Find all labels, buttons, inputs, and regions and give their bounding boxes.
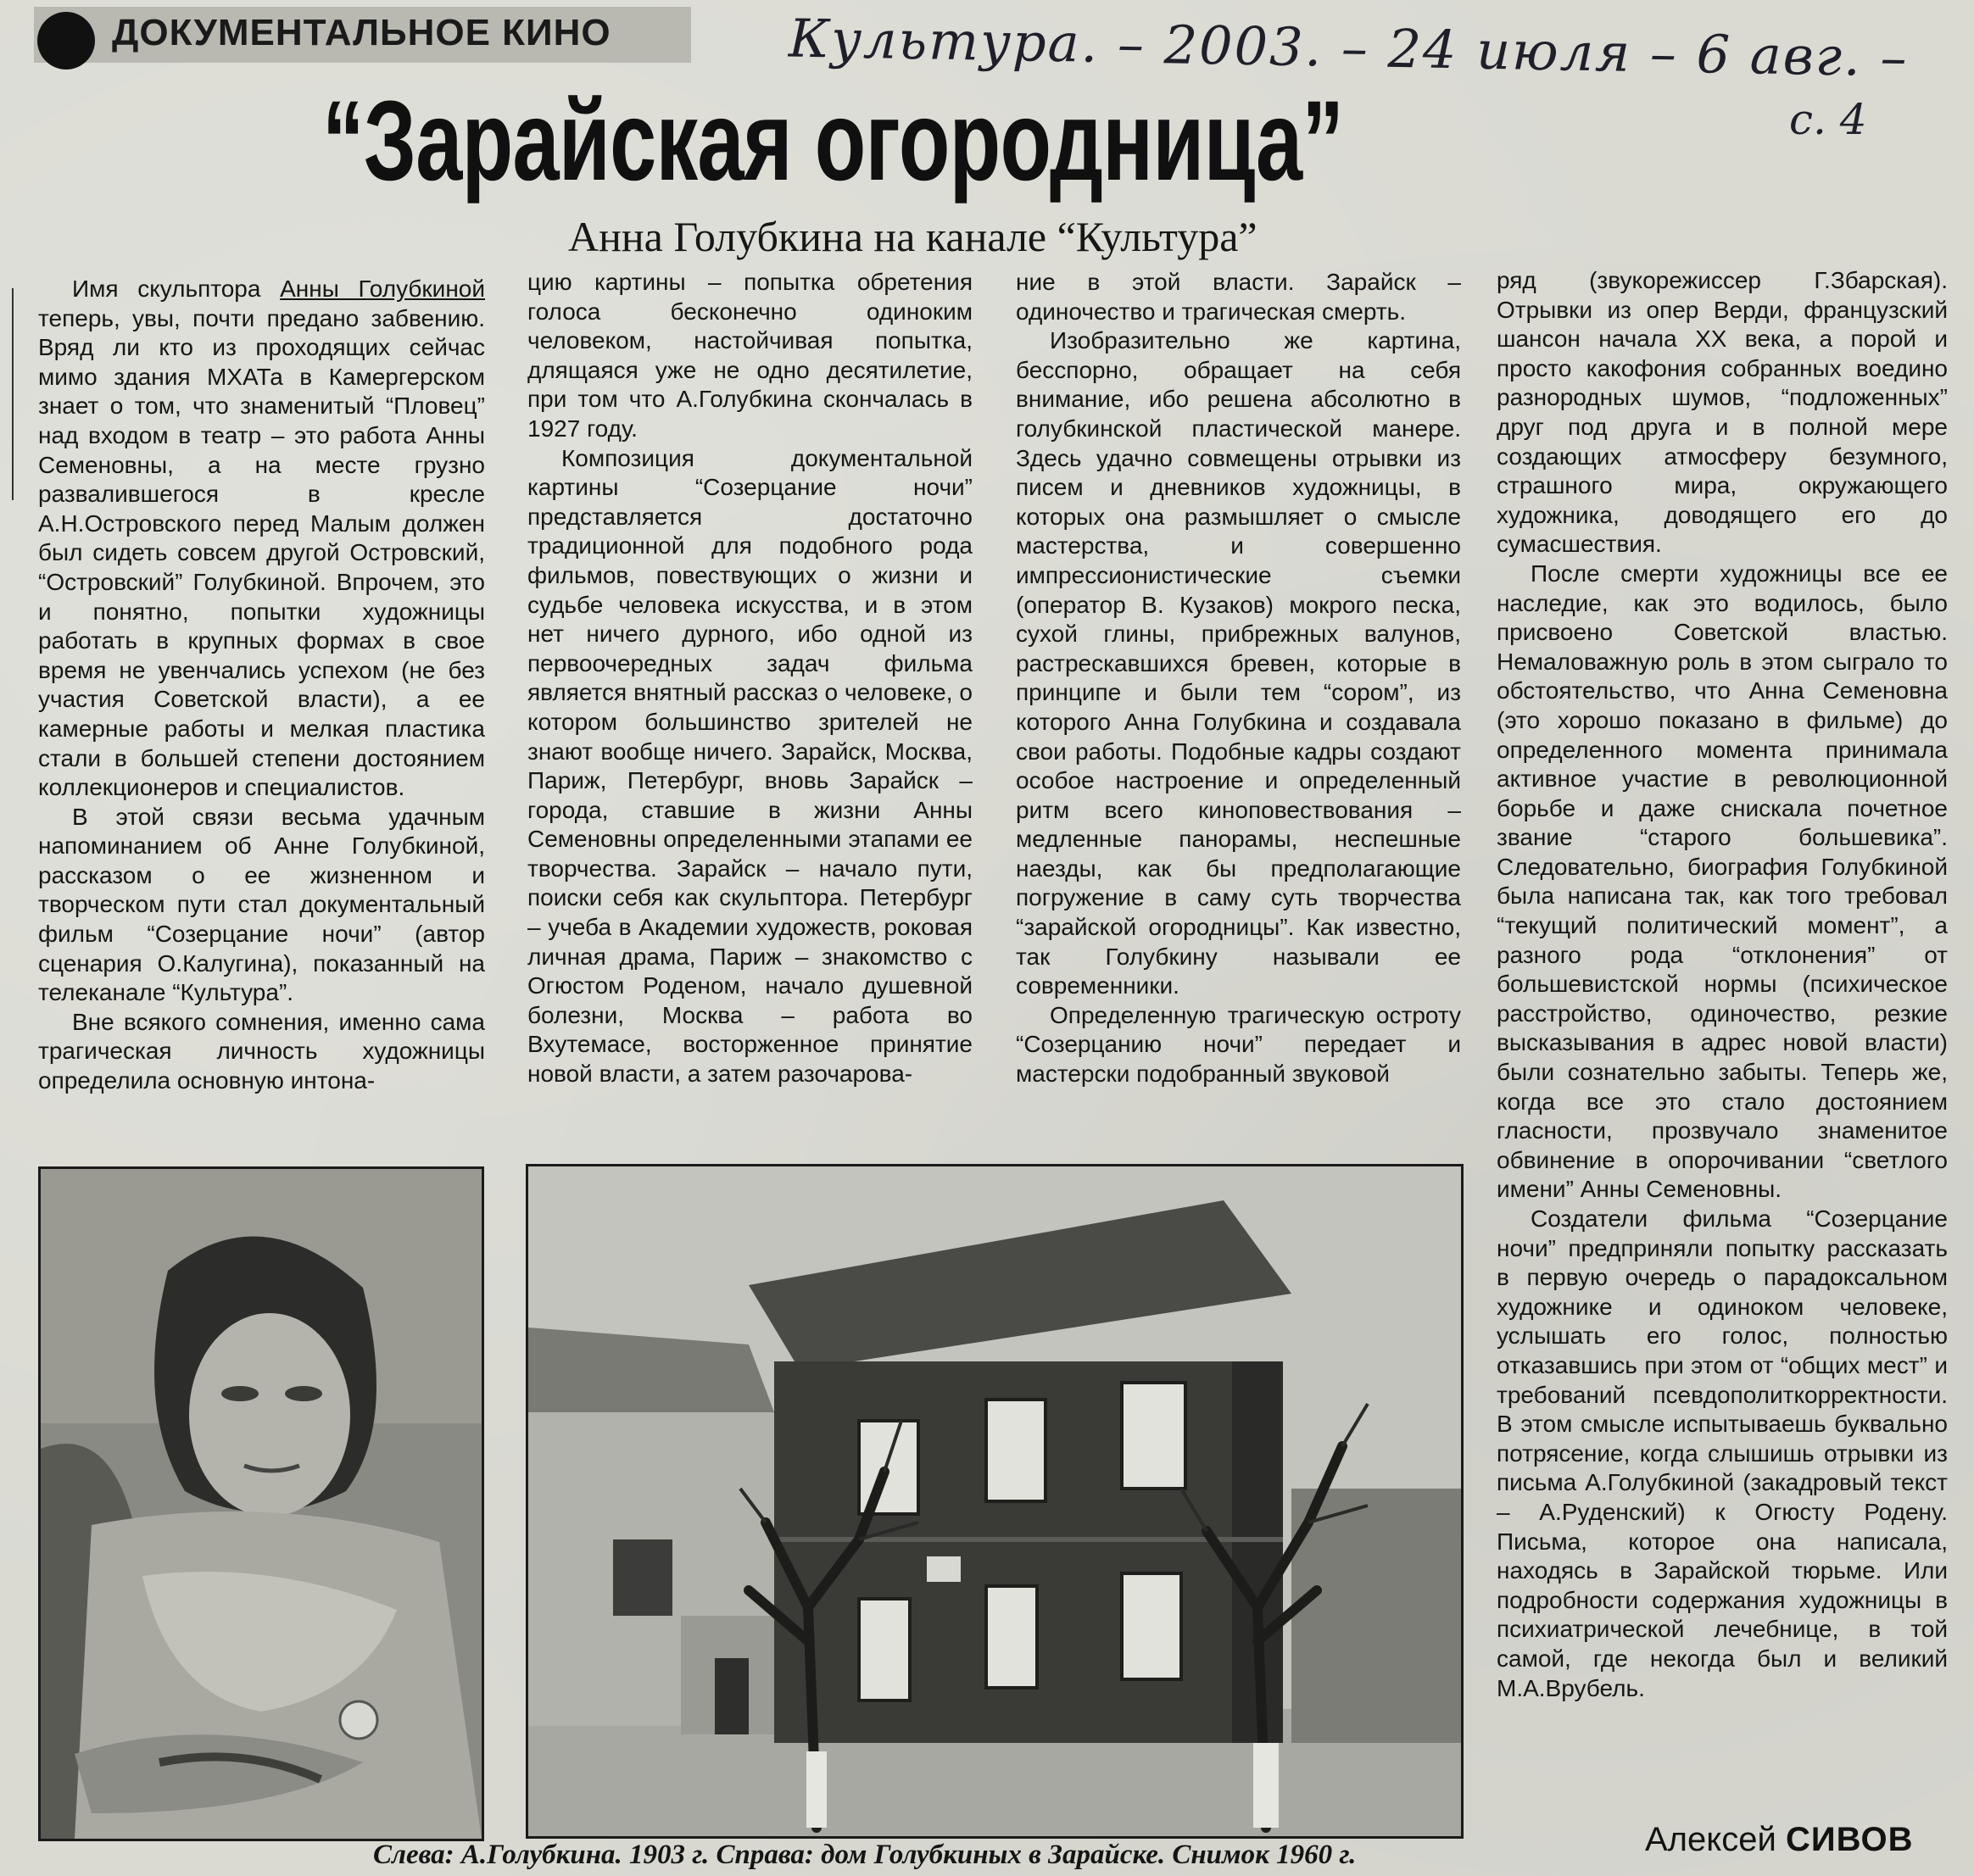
- paragraph: В этой связи весьма удачным напоминанием об Анне Голубкиной, рассказом о ее жизненном и творческом пути стал документальный фильм “Созерцание ночи” (автор сценария О.Калугина), показанный на телеканале “Культура”.: [38, 803, 485, 1006]
- house-illustration: [528, 1166, 1461, 1836]
- paragraph: Создатели фильма “Созерцание ночи” предприняли попытку рассказать в первую очередь о парадоксальном художнике и одиноком человеке, услышать его голос, полностью отказавшись при этом от “общих мест” и требований псевдополиткорректности. В этом смысле испытываешь буквально потрясение, когда слышишь отрывки из письма А.Голубкиной (закадровый текст – А.Руденский) к Огюсту Родену. Письма, которое она написала, находясь в Зарайской тюрьме. Или подробности содержания художницы в психиатрической лечебнице, в той самой, где некогда был и великий М.А.Врубель.: [1497, 1205, 1948, 1701]
- paragraph: Вне всякого сомнения, именно сама трагическая личность художницы определила основную интона-: [38, 1008, 485, 1094]
- author-byline: [1645, 1821, 1913, 1859]
- article-column-3: [1016, 268, 1461, 1089]
- text-run: Имя скульптора: [72, 276, 281, 302]
- portrait-illustration: [41, 1169, 482, 1839]
- article-column-2: [527, 268, 973, 1089]
- article-headline: “Зарайская огородница”: [322, 78, 1344, 204]
- author-first-name: Алексей: [1645, 1821, 1776, 1858]
- portrait-photo: [38, 1166, 484, 1841]
- rubric-bar: [34, 7, 691, 63]
- paragraph: Композиция документальной картины “Созерцание ночи” представляется достаточно традиционной для подобного рода фильмов, повествующих о жизни и судьбе человека искусства, и в этом нет ничего дурного, ибо одной из первоочередных задач фильма является внятный рассказ о человеке, о котором большинство зрителей не знают вообще ничего. Зарайск, Москва, Париж, Петербург, вновь Зарайск – города, ставшие в жизни Анны Семеновны определенными этапами ее творчества. Зарайск – начало пути, поиски себя как скульптора. Петербург – учеба в Академии художеств, роковая личная драма, Париж – знакомство с Огюстом Роденом, начало душевной болезни, Москва – работа во Вхутемасе, восторженное принятие новой власти, а затем разочарова-: [527, 444, 973, 1088]
- paragraph: цию картины – попытка обретения голоса бесконечно одиноким человеком, настойчивая попытка, длящаяся уже не одно десятилетие, при том что А.Голубкина скончалась в 1927 году.: [527, 269, 973, 442]
- handwritten-page-note: с. 4: [1789, 95, 1867, 144]
- paragraph: ние в этой власти. Зарайск – одиночество и трагическая смерть.: [1016, 269, 1461, 325]
- photo-caption: Слева: А.Голубкина. 1903 г. Справа: дом Голубкиных в Зарайске. Снимок 1960 г.: [373, 1840, 1357, 1870]
- text-run: теперь, увы, почти предано забвению. Вряд ли кто из проходящих сейчас мимо здания МХАТа в Камергерском знает о том, что знаменитый “Пловец” над входом в театр – это работа Анны Семеновны, а на месте грузно развалившегося в кресле А.Н.Островского перед Малым должен был сидеть совсем другой Островский, “Островский” Голубкиной. Впрочем, это и понятно, попытки художницы работать в крупных формах в свое время не увенчались успехом (не без участия Советской власти), а ее камерные работы и мелкая пластика стали в большей степени достоянием коллекционеров и специалистов.: [38, 304, 485, 801]
- paragraph: После смерти художницы все ее наследие, как это водилось, было присвоено Советской властью. Немаловажную роль в этом сыграло то обстоятельство, что Анна Семеновна (это хорошо показано в фильме) до определенного момента принимала активное участие в революционной борьбе и даже снискала почетное звание “старого большевика”. Следовательно, биография Голубкиной была написана так, как того требовал “текущий политический момент”, а разного рода “отклонения” от большевистской нормы (психическое расстройство, одиночество, резкие высказывания в адрес новой власти) были сознательно забыты. Теперь же, когда все это стало достоянием гласности, прозвучало знаменитое обвинение в опорочивании “светлого имени” Анны Семеновны.: [1497, 559, 1948, 1203]
- rubric-label: ДОКУМЕНТАЛЬНОЕ КИНО: [112, 12, 611, 53]
- margin-mark: [12, 288, 14, 500]
- underlined-name: Анны Голубкиной: [280, 276, 485, 302]
- author-last-name: СИВОВ: [1785, 1821, 1914, 1858]
- paragraph: Определенную трагическую остроту “Созерцанию ночи” передает и мастерски подобранный звуковой: [1016, 1001, 1461, 1088]
- paragraph: [38, 275, 485, 803]
- paragraph: ряд (звукорежиссер Г.Збарская). Отрывки из опер Верди, французский шансон начала XX века, а порой и просто какофония собранных воедино разнородных шумов, “подложенных” друг под друга и в полной мере создающих атмосферу безумного, страшного мира, окружающего художника, доводящего его до сумасшествия.: [1497, 267, 1948, 558]
- handwritten-source-note: Культура. – 2003. – 24 июля – 6 авг. –: [788, 7, 1910, 89]
- paragraph: Изобразительно же картина, бесспорно, обращает на себя внимание, ибо решена абсолютно в голубкинской пластической манере. Здесь удачно совмещены отрывки из писем и дневников художницы, в которых она размышляет о смысле мастерства, и совершенно импрессионистические съемки (оператор В. Кузаков) мокрого песка, сухой глины, прибрежных валунов, растрескавшихся бревен, которые в принципе и были тем “сором”, из которого Анна Голубкина и создавала свои работы. Подобные кадры создают особое настроение и определенный ритм всего киноповествования – медленные панорамы, неспешные наезды, как бы предполагающие погружение в саму суть творчества “зарайской огородницы”. Как известно, так Голубкину называли ее современники.: [1016, 327, 1461, 999]
- rubric-bullet-icon: [37, 12, 95, 70]
- house-photo: [526, 1164, 1464, 1839]
- article-column-4: [1497, 266, 1948, 1703]
- article-subheadline: Анна Голубкина на канале “Культура”: [568, 213, 1257, 260]
- article-column-1: [38, 275, 485, 1096]
